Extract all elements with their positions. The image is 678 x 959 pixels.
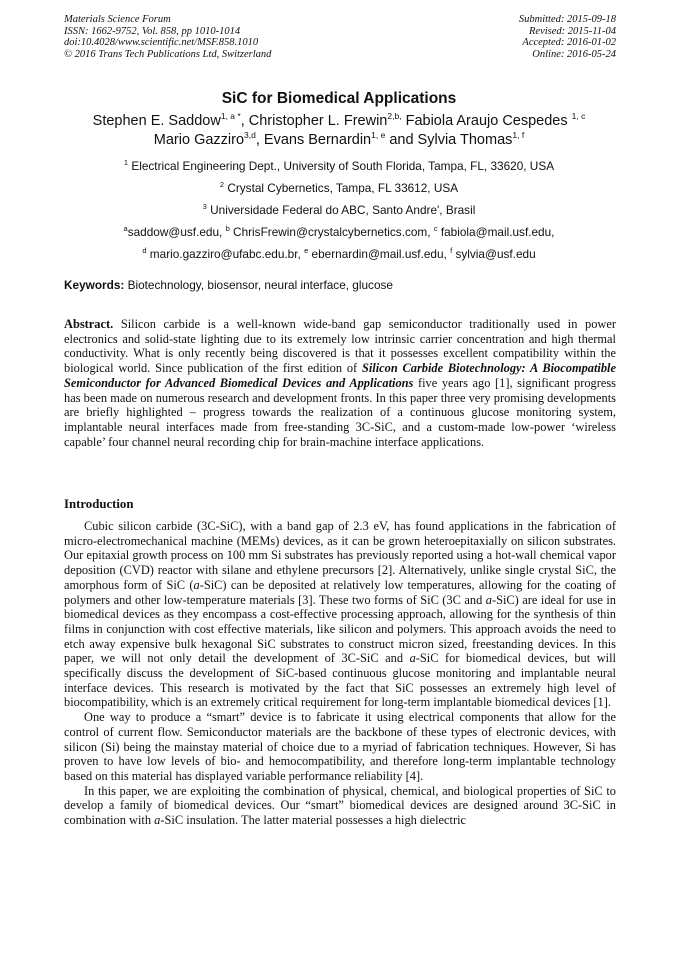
- keywords-text: Biotechnology, biosensor, neural interface, glucose: [124, 278, 393, 292]
- italic-term: a: [193, 577, 200, 592]
- affiliation: [30, 155, 648, 177]
- abstract-text: five years ago [1], significant progress has been made on numerous research and development fronts. In this paper three very promising developments are briefly highlighted – progress towards the realization of a continuous glucose monitoring system, implantable neural interfaces made from free-standing 3C-SiC, and a custom-made low-power ‘wireless capable’ four channel neural recording chip for brain-machine interface applications.: [64, 375, 616, 449]
- affiliation: [30, 177, 648, 199]
- submission-dates: [396, 14, 616, 60]
- author-mark: 1, e: [371, 130, 386, 140]
- date-revised: Revised: 2015-11-04: [529, 25, 616, 37]
- introduction-body: [64, 519, 616, 828]
- affiliation-text: Universidade Federal do ABC, Santo Andre', Brasil: [206, 203, 476, 217]
- email-line-2: [30, 243, 648, 265]
- email-mark: d: [142, 246, 147, 255]
- email-line-1: [30, 221, 648, 243]
- book-title: Silicon Carbide Biotechnology: A Biocompatible Semiconductor for Advanced Biomedical Devices and Applications: [64, 361, 616, 390]
- affiliation-text: Crystal Cybernetics, Tampa, FL 33612, USA: [224, 181, 459, 195]
- author-line-2: [30, 131, 648, 150]
- journal-info: [64, 14, 384, 60]
- abstract-label: Abstract.: [64, 317, 114, 331]
- author-name: Mario Gazziro: [153, 132, 245, 148]
- paragraph-text: Cubic silicon carbide (3C-SiC), with a band gap of 2.3 eV, has found applications in the fabrication of micro-electromechanical machine (MEMs) devices, as it can be grown heteroepitaxially on silicon substrates. Our epitaxial growth process on 100 mm Si substrates has previously reported using a hot-wall chemical vapor deposition (CVD) reactor with silane and ethylene precursors [2]. Alternatively, unlike single crystal SiC, the amorphous form of SiC (: [64, 519, 616, 592]
- paragraph-text: -SiC) are ideal for use in biomedical devices as they encompass a cost-effective processing approach, allowing for the synthesis of thin films in conjunction with cost effective materials, like silicon and polymers. This approach avoids the need to etch away expensive bulk hexagonal SiC substrates to construct micron sized, freestanding devices. In this paper, we will not only detail the development of 3C-SiC and: [64, 592, 616, 666]
- date-accepted: Accepted: 2016-01-02: [522, 37, 616, 48]
- date-online: Online: 2016-05-24: [532, 48, 616, 60]
- paragraph: [64, 519, 616, 710]
- email-mark: f: [450, 246, 453, 255]
- date-submitted: Submitted: 2015-09-18: [518, 14, 616, 25]
- journal-copyright: © 2016 Trans Tech Publications Ltd, Switzerland: [64, 48, 272, 60]
- affiliation-mark: 1: [123, 158, 129, 167]
- email-mark: a: [123, 224, 128, 233]
- paragraph-text: -SiC insulation. The latter material possesses a high dielectric: [160, 813, 467, 828]
- paragraph-text: In this paper, we are exploiting the combination of physical, chemical, and biological properties of SiC to develop a family of biomedical devices. Our “smart” biomedical devices are designed around 3C-SiC in combination with: [64, 783, 616, 828]
- italic-term: a: [409, 651, 416, 666]
- paragraph-text: -SiC) can be deposited at relatively low temperatures, allowing for the coating of polymers and other low-temperature materials [3]. These two forms of SiC (3C and: [64, 577, 616, 607]
- author-mark: 1, c: [571, 111, 586, 121]
- author-name: and Sylvia Thomas: [385, 132, 513, 148]
- email-link[interactable]: fabiola@mail.usf.edu,: [437, 225, 555, 239]
- italic-term: a: [485, 592, 492, 607]
- email-link[interactable]: saddow@usf.edu,: [127, 225, 226, 239]
- author-mark: 2,b,: [387, 111, 402, 121]
- author-name: , Christopher L. Frewin: [240, 113, 388, 129]
- italic-term: a: [154, 813, 161, 828]
- author-list: [30, 112, 648, 150]
- abstract: [64, 317, 616, 449]
- author-name: Stephen E. Saddow: [92, 113, 221, 129]
- email-mark: e: [304, 246, 309, 255]
- keywords: [64, 278, 616, 292]
- author-name: Fabiola Araujo Cespedes: [401, 113, 572, 129]
- author-mark: 1, f: [512, 130, 525, 140]
- author-mark: 3,d: [244, 130, 256, 140]
- affiliation-mark: 2: [219, 180, 225, 189]
- email-link[interactable]: sylvia@usf.edu: [452, 247, 536, 261]
- paragraph: One way to produce a “smart” device is to fabricate it using electrical components that allow for the control of current flow. Semiconductor materials are the backbone of these types of electronic devices, with silicon (Si) being the mainstay material of choice due to a myriad of fabrication techniques. However, Si has proven to have low levels of bio- and hemocompatibility, and therefore long-term implantable technology based on this material has displayed variable performance reliability [4].: [64, 710, 616, 783]
- section-heading-introduction: Introduction: [64, 497, 134, 511]
- author-mark: 1, a *: [220, 111, 241, 121]
- email-mark: c: [433, 224, 438, 233]
- author-name: , Evans Bernardin: [255, 132, 372, 148]
- affiliation-mark: 3: [202, 202, 207, 211]
- paper-title: SiC for Biomedical Applications: [221, 90, 457, 107]
- email-link[interactable]: ebernardin@mail.usf.edu,: [308, 247, 451, 261]
- journal-doi: doi:10.4028/www.scientific.net/MSF.858.1010: [64, 37, 259, 48]
- affiliation: [30, 199, 648, 221]
- email-mark: b: [225, 224, 230, 233]
- keywords-label: Keywords:: [64, 278, 125, 292]
- abstract-text: Silicon carbide is a well-known wide-band gap semiconductor traditionally used in power electronics and solid-state lighting due to its extremely low intrinsic carrier concentration and high thermal conductivity. What is only recently being discovered is that it possesses excellent compatibility within the biological world. Since publication of the first edition of: [64, 317, 616, 376]
- journal-issn: ISSN: 1662-9752, Vol. 858, pp 1010-1014: [64, 25, 241, 37]
- journal-name: Materials Science Forum: [64, 14, 171, 25]
- affiliation-text: Electrical Engineering Dept., University of South Florida, Tampa, FL, 33620, USA: [128, 159, 555, 173]
- affiliations: [30, 155, 648, 265]
- email-link[interactable]: mario.gazziro@ufabc.edu.br,: [146, 247, 305, 261]
- paragraph-text: -SiC for biomedical devices, but will specifically discuss the development of SiC-based continuous glucose monitoring and implantable neural interface devices. This research is motivated by the fact that SiC possesses an extremely high level of biocompatibility, which is an extremely critical requirement for long-term implantable biomedical devices [1].: [64, 651, 616, 710]
- email-link[interactable]: ChrisFrewin@crystalcybernetics.com,: [229, 225, 434, 239]
- author-line-1: [30, 112, 648, 131]
- paragraph: [64, 784, 616, 828]
